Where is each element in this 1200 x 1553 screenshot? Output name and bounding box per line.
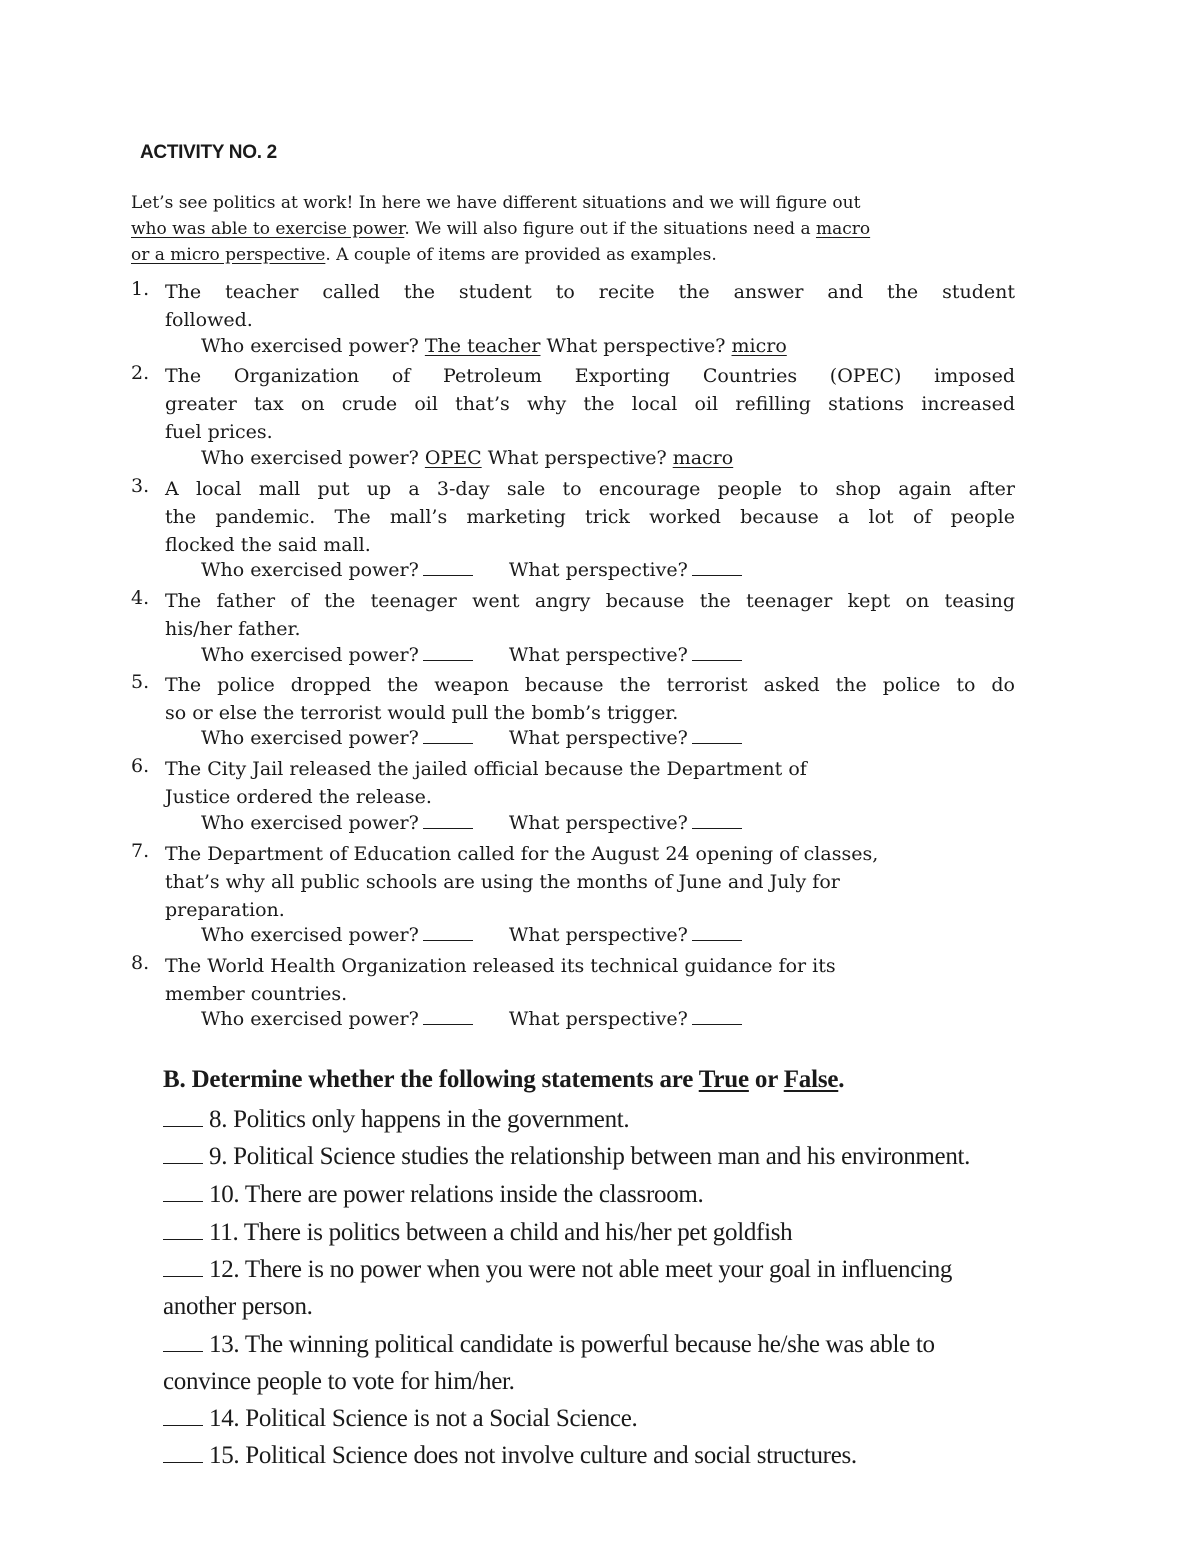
intro-line-2-text: . We will also figure out if the situations need a [404,219,816,239]
intro-paragraph [131,190,1015,268]
what-label: What perspective? [546,335,726,357]
answer-blank[interactable] [163,1350,203,1352]
answer-row [201,924,742,946]
who-label: Who exercised power? [201,644,419,666]
intro-line-2 [131,216,1015,242]
item-line: that’s why all public schools are using the months of June and July for [165,871,840,893]
item-line: the pandemic. The mall’s marketing trick worked because a lot of people [165,506,1015,528]
perspective-answer-blank[interactable] [692,827,742,829]
item-text [165,671,1015,727]
answer-row [201,335,787,357]
who-answer-blank[interactable] [423,939,473,941]
intro-underline-micro: or a micro perspective [131,245,326,265]
item-line: fuel prices. [165,421,273,443]
answer-blank[interactable] [163,1461,203,1463]
who-answer-blank[interactable] [423,574,473,576]
item-line: flocked the said mall. [165,534,371,556]
perspective-answer: macro [672,447,734,469]
item-line: member countries. [165,983,348,1005]
perspective-answer-blank[interactable] [692,939,742,941]
answer-blank[interactable] [163,1238,203,1240]
intro-line-3 [131,242,1015,268]
who-answer-blank[interactable] [423,659,473,661]
statement-text: 15. Political Science does not involve culture and social structures. [209,1442,857,1469]
who-label: Who exercised power? [201,1008,419,1030]
heading-or: or [748,1066,784,1093]
item-text [165,952,1015,1008]
item-line: The Department of Education called for the August 24 opening of classes, [165,843,879,865]
item-line: greater tax on crude oil that’s why the local oil refilling stations increased [165,393,1015,415]
what-label: What perspective? [508,559,688,581]
item-number: 5. [131,671,150,693]
statement-text: 9. Political Science studies the relationship between man and his environment. [209,1143,971,1170]
who-label: Who exercised power? [201,812,419,834]
answer-row [201,1008,742,1030]
statement-text: 10. There are power relations inside the classroom. [209,1181,704,1208]
intro-line-3-text: . A couple of items are provided as examples. [325,245,717,265]
tf-statement [163,1106,629,1134]
perspective-answer-blank[interactable] [692,1023,742,1025]
item-number: 1. [131,278,150,300]
tf-statement [163,1331,935,1359]
item-line: so or else the terrorist would pull the bomb’s trigger. [165,702,679,724]
item-text [165,587,1015,643]
who-label: Who exercised power? [201,335,419,357]
statement-text: 14. Political Science is not a Social Science. [209,1405,638,1432]
item-number: 2. [131,362,150,384]
item-line: The father of the teenager went angry because the teenager kept on teasing [165,590,1015,612]
item-line: preparation. [165,899,285,921]
tf-statement-continuation: another person. [163,1293,313,1320]
statement-text: 8. Politics only happens in the government. [209,1106,630,1133]
item-text [165,362,1015,446]
who-label: Who exercised power? [201,924,419,946]
heading-prefix: B. Determine whether the following statements are [163,1066,699,1093]
item-line: A local mall put up a 3-day sale to encourage people to shop again after [165,478,1015,500]
perspective-answer-blank[interactable] [692,742,742,744]
what-label: What perspective? [487,447,667,469]
perspective-answer-blank[interactable] [692,659,742,661]
answer-blank[interactable] [163,1125,203,1127]
who-label: Who exercised power? [201,447,419,469]
what-label: What perspective? [508,812,688,834]
intro-underline-macro: macro [815,219,871,239]
answer-blank[interactable] [163,1275,203,1277]
part-b-heading [163,1066,844,1094]
what-label: What perspective? [508,924,688,946]
answer-row [201,559,742,581]
item-number: 3. [131,475,150,497]
answer-blank[interactable] [163,1162,203,1164]
answer-row [201,812,742,834]
tf-statement [163,1442,857,1470]
tf-statement [163,1143,970,1171]
item-line: followed. [165,309,253,331]
tf-statement [163,1181,704,1209]
item-text [165,278,1015,334]
answer-blank[interactable] [163,1200,203,1202]
tf-statement-continuation: convince people to vote for him/her. [163,1368,515,1395]
what-label: What perspective? [508,1008,688,1030]
answer-row [201,644,742,666]
item-line: The City Jail released the jailed official because the Department of [165,758,807,780]
statement-text: 13. The winning political candidate is powerful because he/she was able to [209,1331,935,1358]
heading-true: True [698,1066,749,1093]
item-text [165,475,1015,559]
activity-title: ACTIVITY NO. 2 [140,142,277,163]
tf-statement [163,1405,637,1433]
answer-row [201,727,742,749]
statement-text: 11. There is politics between a child and his/her pet goldfish [209,1219,793,1246]
who-answer-blank[interactable] [423,742,473,744]
who-label: Who exercised power? [201,727,419,749]
heading-false: False [783,1066,839,1093]
answer-blank[interactable] [163,1424,203,1426]
item-line: The police dropped the weapon because the terrorist asked the police to do [165,674,1015,696]
who-answer: The teacher [424,335,541,357]
statement-text: 12. There is no power when you were not able meet your goal in influencing [209,1256,953,1283]
perspective-answer: micro [731,335,787,357]
intro-line-1: Let’s see politics at work! In here we have different situations and we will figure out [131,193,861,213]
who-label: Who exercised power? [201,559,419,581]
item-line: The teacher called the student to recite the answer and the student [165,281,1015,303]
what-label: What perspective? [508,727,688,749]
tf-statement [163,1219,792,1247]
tf-statement [163,1256,952,1284]
item-number: 4. [131,587,150,609]
what-label: What perspective? [508,644,688,666]
who-answer-blank[interactable] [423,1023,473,1025]
intro-underline-power: who was able to exercise power [131,219,405,239]
item-line: The Organization of Petroleum Exporting Countries (OPEC) imposed [165,365,1015,387]
item-number: 6. [131,755,150,777]
item-number: 8. [131,952,150,974]
item-number: 7. [131,840,150,862]
item-line: Justice ordered the release. [165,786,432,808]
item-line: his/her father. [165,618,301,640]
heading-period: . [838,1066,845,1093]
item-line: The World Health Organization released its technical guidance for its [165,955,836,977]
perspective-answer-blank[interactable] [692,574,742,576]
who-answer-blank[interactable] [423,827,473,829]
who-answer: OPEC [424,447,482,469]
answer-row [201,447,733,469]
item-text [165,840,1015,924]
item-text [165,755,1015,811]
